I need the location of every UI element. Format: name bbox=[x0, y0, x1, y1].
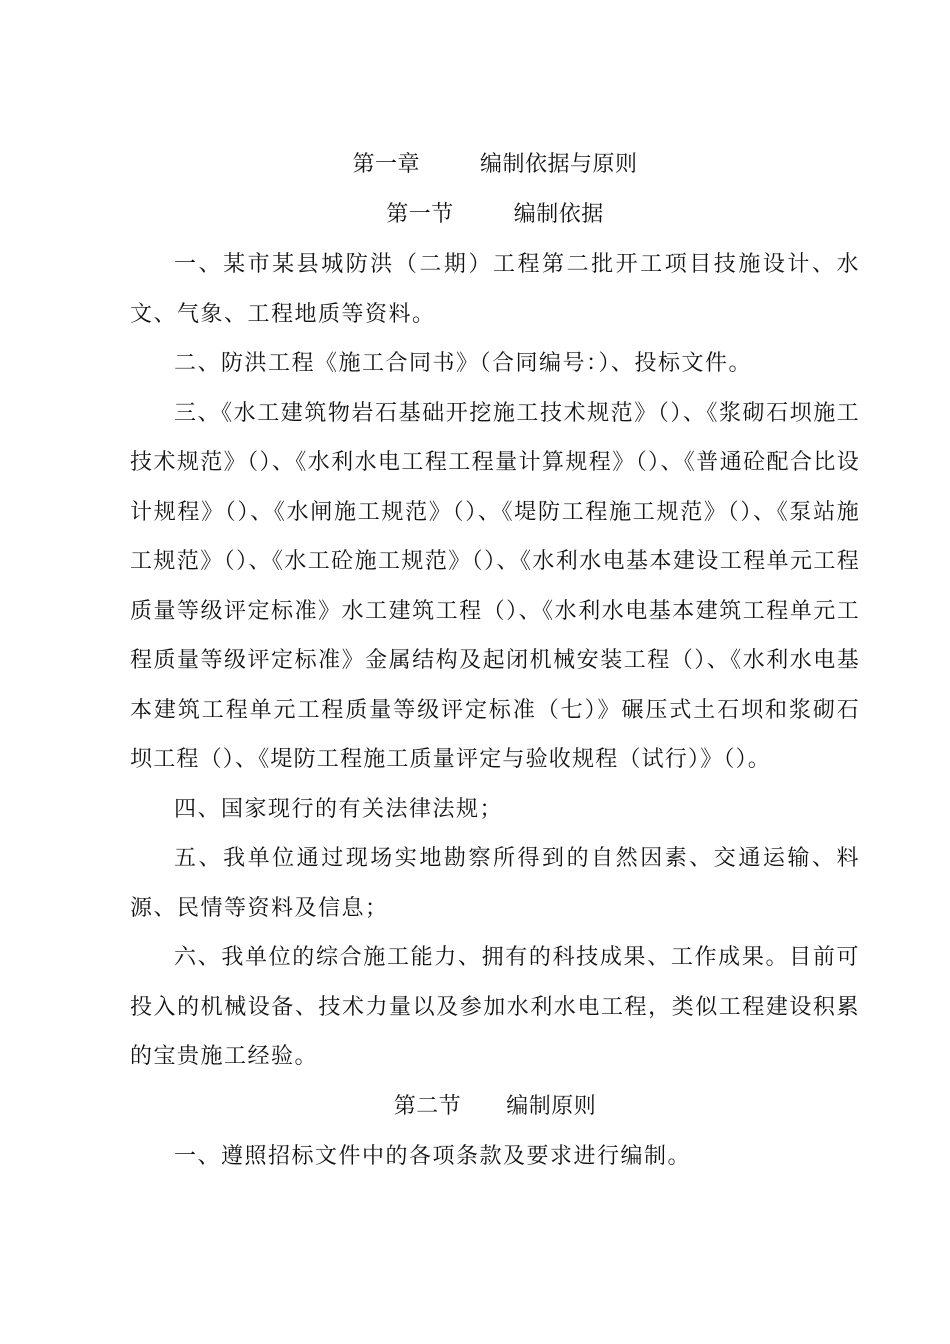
paragraph-basis-2: 二、防洪工程《施工合同书》（合同编号：）、投标文件。 bbox=[174, 351, 753, 376]
paragraph-basis-3: 三、《水工建筑物岩石基础开挖施工技术规范》（）、《浆砌石坝施工技术规范》（）、《水利水电工程工程量计算规程》（）、《普通砼配合比设计规程》（）、《水闸施工规范》（）、《堤防工程施工规范》（）、《泵站施工规范》（）、《水工砼施工规范》（）、《水利水电基本建设工程单元工程质量等级评定标准》水工建筑工程（）、《水利水电基本建筑工程单元工程质量等级评定标准》金属结构及起闭机械安装工程（）、《水利水电基本建筑工程单元工程质量等级评定标准（七）》碾压式土石坝和浆砌石坝工程（）、《堤防工程施工质量评定与验收规程（试行）》（）。 bbox=[130, 400, 860, 772]
paragraph-basis-5: 五、我单位通过现场实地勘察所得到的自然因素、交通运输、料源、民情等资料及信息； bbox=[130, 846, 860, 921]
section-heading-principles: 第二节 编制原则 bbox=[393, 1093, 597, 1119]
chapter-heading: 第一章 编制依据与原则 bbox=[352, 152, 638, 177]
paragraph-basis-1: 一、某市某县城防洪（二期）工程第二批开工项目技施设计、水文、气象、工程地质等资料。 bbox=[130, 252, 860, 327]
document-body bbox=[130, 140, 860, 1181]
paragraph-principle-1: 一、遵照招标文件中的各项条款及要求进行编制。 bbox=[174, 1143, 692, 1169]
paragraph-basis-6: 六、我单位的综合施工能力、拥有的科技成果、工作成果。目前可投入的机械设备、技术力量以及参加水利水电工程，类似工程建设积累的宝贵施工经验。 bbox=[130, 945, 860, 1069]
section-heading-basis: 第一节 编制依据 bbox=[386, 202, 604, 227]
paragraph-basis-4: 四、国家现行的有关法律法规； bbox=[174, 796, 504, 822]
